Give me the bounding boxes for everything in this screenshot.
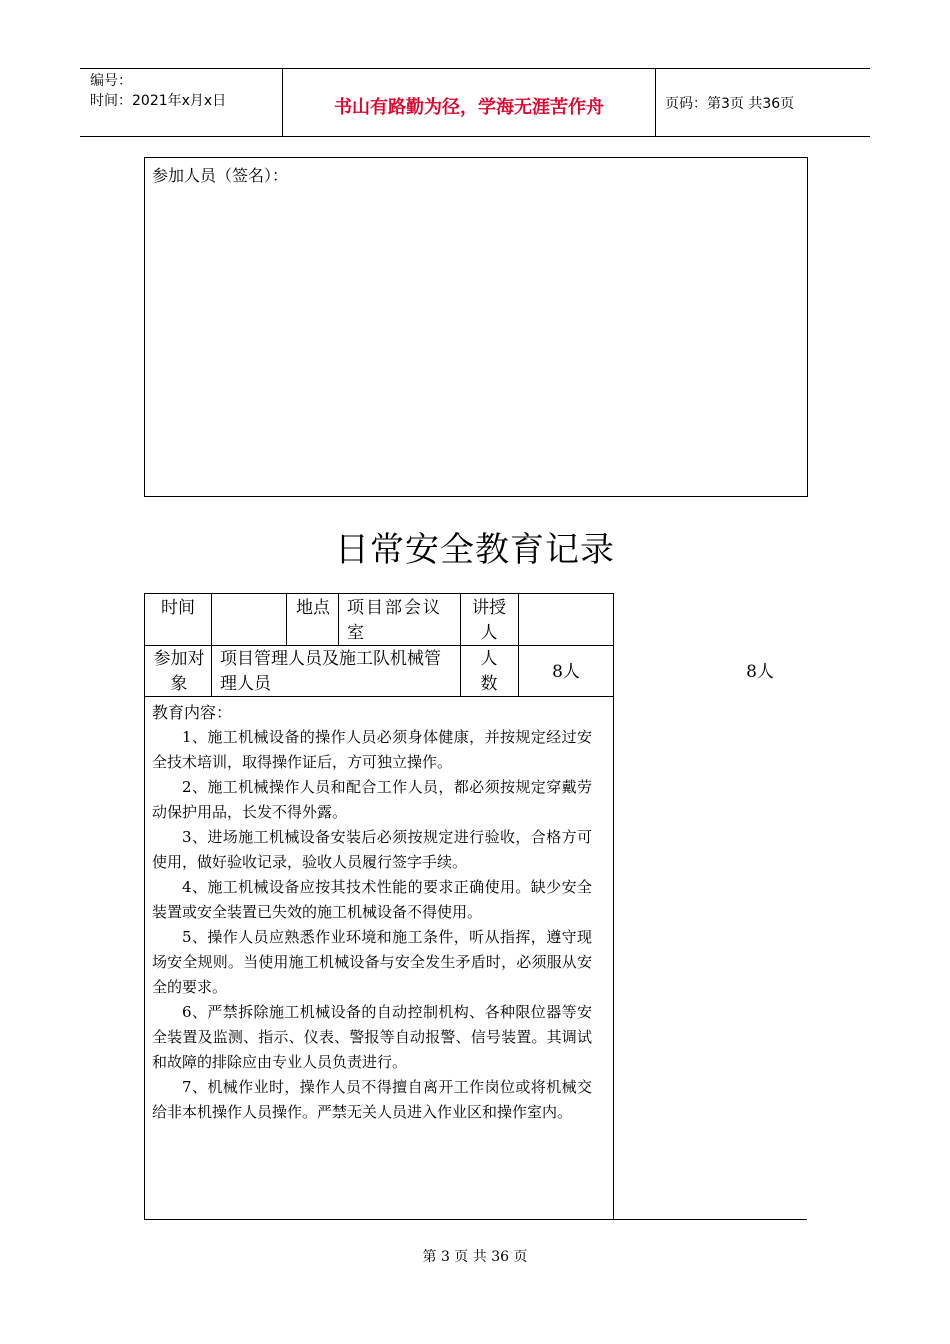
count-label-cell: 人数 [480,649,498,694]
table-rule [613,593,614,1220]
table-rule [144,593,613,594]
place-label-cell: 地点 [296,598,330,618]
participants-label-cell: 参加对象 [153,649,205,694]
content-item: 6、严禁拆除施工机械设备的自动控制机构、各种限位器等安全装置及监测、指示、仪表、警报等自动报警、信号装置。其调试和故障的排除应由专业人员负责进行。 [152,1003,592,1071]
header-bottom-rule [80,136,870,137]
content-item: 4、施工机械设备应按其技术性能的要求正确使用。缺少安全装置或安全装置已失效的施工机械设备不得使用。 [152,878,592,921]
content-item: 1、施工机械设备的操作人员必须身体健康，并按规定经过安全技术培训，取得操作证后，方可独立操作。 [152,728,592,771]
content-heading: 教育内容： [152,703,233,722]
table-rule [286,593,287,645]
table-rule [211,593,212,696]
content-item: 5、操作人员应熟悉作业环境和施工条件，听从指挥，遵守现场安全规则。当使用施工机械设备与安全发生矛盾时，必须服从安全的要求。 [152,928,592,996]
table-rule [144,593,145,1220]
header-top-rule [80,68,870,69]
page-footer: 第 3 页 共 36 页 [422,1249,528,1265]
table-rule [338,593,339,645]
table-rule [460,593,461,696]
table-rule [144,1219,807,1220]
content-item: 3、进场施工机械设备安装后必须按规定进行验收，合格方可使用，做好验收记录，验收人员履行签字手续。 [152,828,592,871]
page-title: 日常安全教育记录 [335,530,615,570]
header-motto: 书山有路勤为径，学海无涯苦作舟 [334,97,604,118]
signature-box [144,157,808,497]
table-rule [518,593,519,696]
header-divider [282,69,283,136]
time-label-cell: 时间 [161,598,195,618]
header-divider [655,69,656,136]
time-label: 时间：2021年x月x日 [90,93,227,109]
header-page-info: 页码：第3页 共36页 [665,96,795,112]
content-item: 7、机械作业时，操作人员不得擅自离开工作岗位或将机械交给非本机操作人员操作。严禁无关人员进入作业区和操作室内。 [152,1078,592,1121]
education-content [152,700,592,1125]
number-label: 编号： [90,73,132,89]
count-value-cell: 8人 [552,662,580,682]
participants-value-cell: 项目管理人员及施工队机械管理人员 [220,649,441,694]
content-item: 2、施工机械操作人员和配合工作人员，都必须按规定穿戴劳动保护用品，长发不得外露。 [152,778,592,821]
place-value-cell: 项目部会议室 [347,598,442,643]
signature-label: 参加人员（签名）： [152,166,289,185]
header-meta [90,71,226,111]
count-value-outside: 8人 [746,662,774,682]
lecturer-label-cell: 讲授人 [472,598,506,643]
